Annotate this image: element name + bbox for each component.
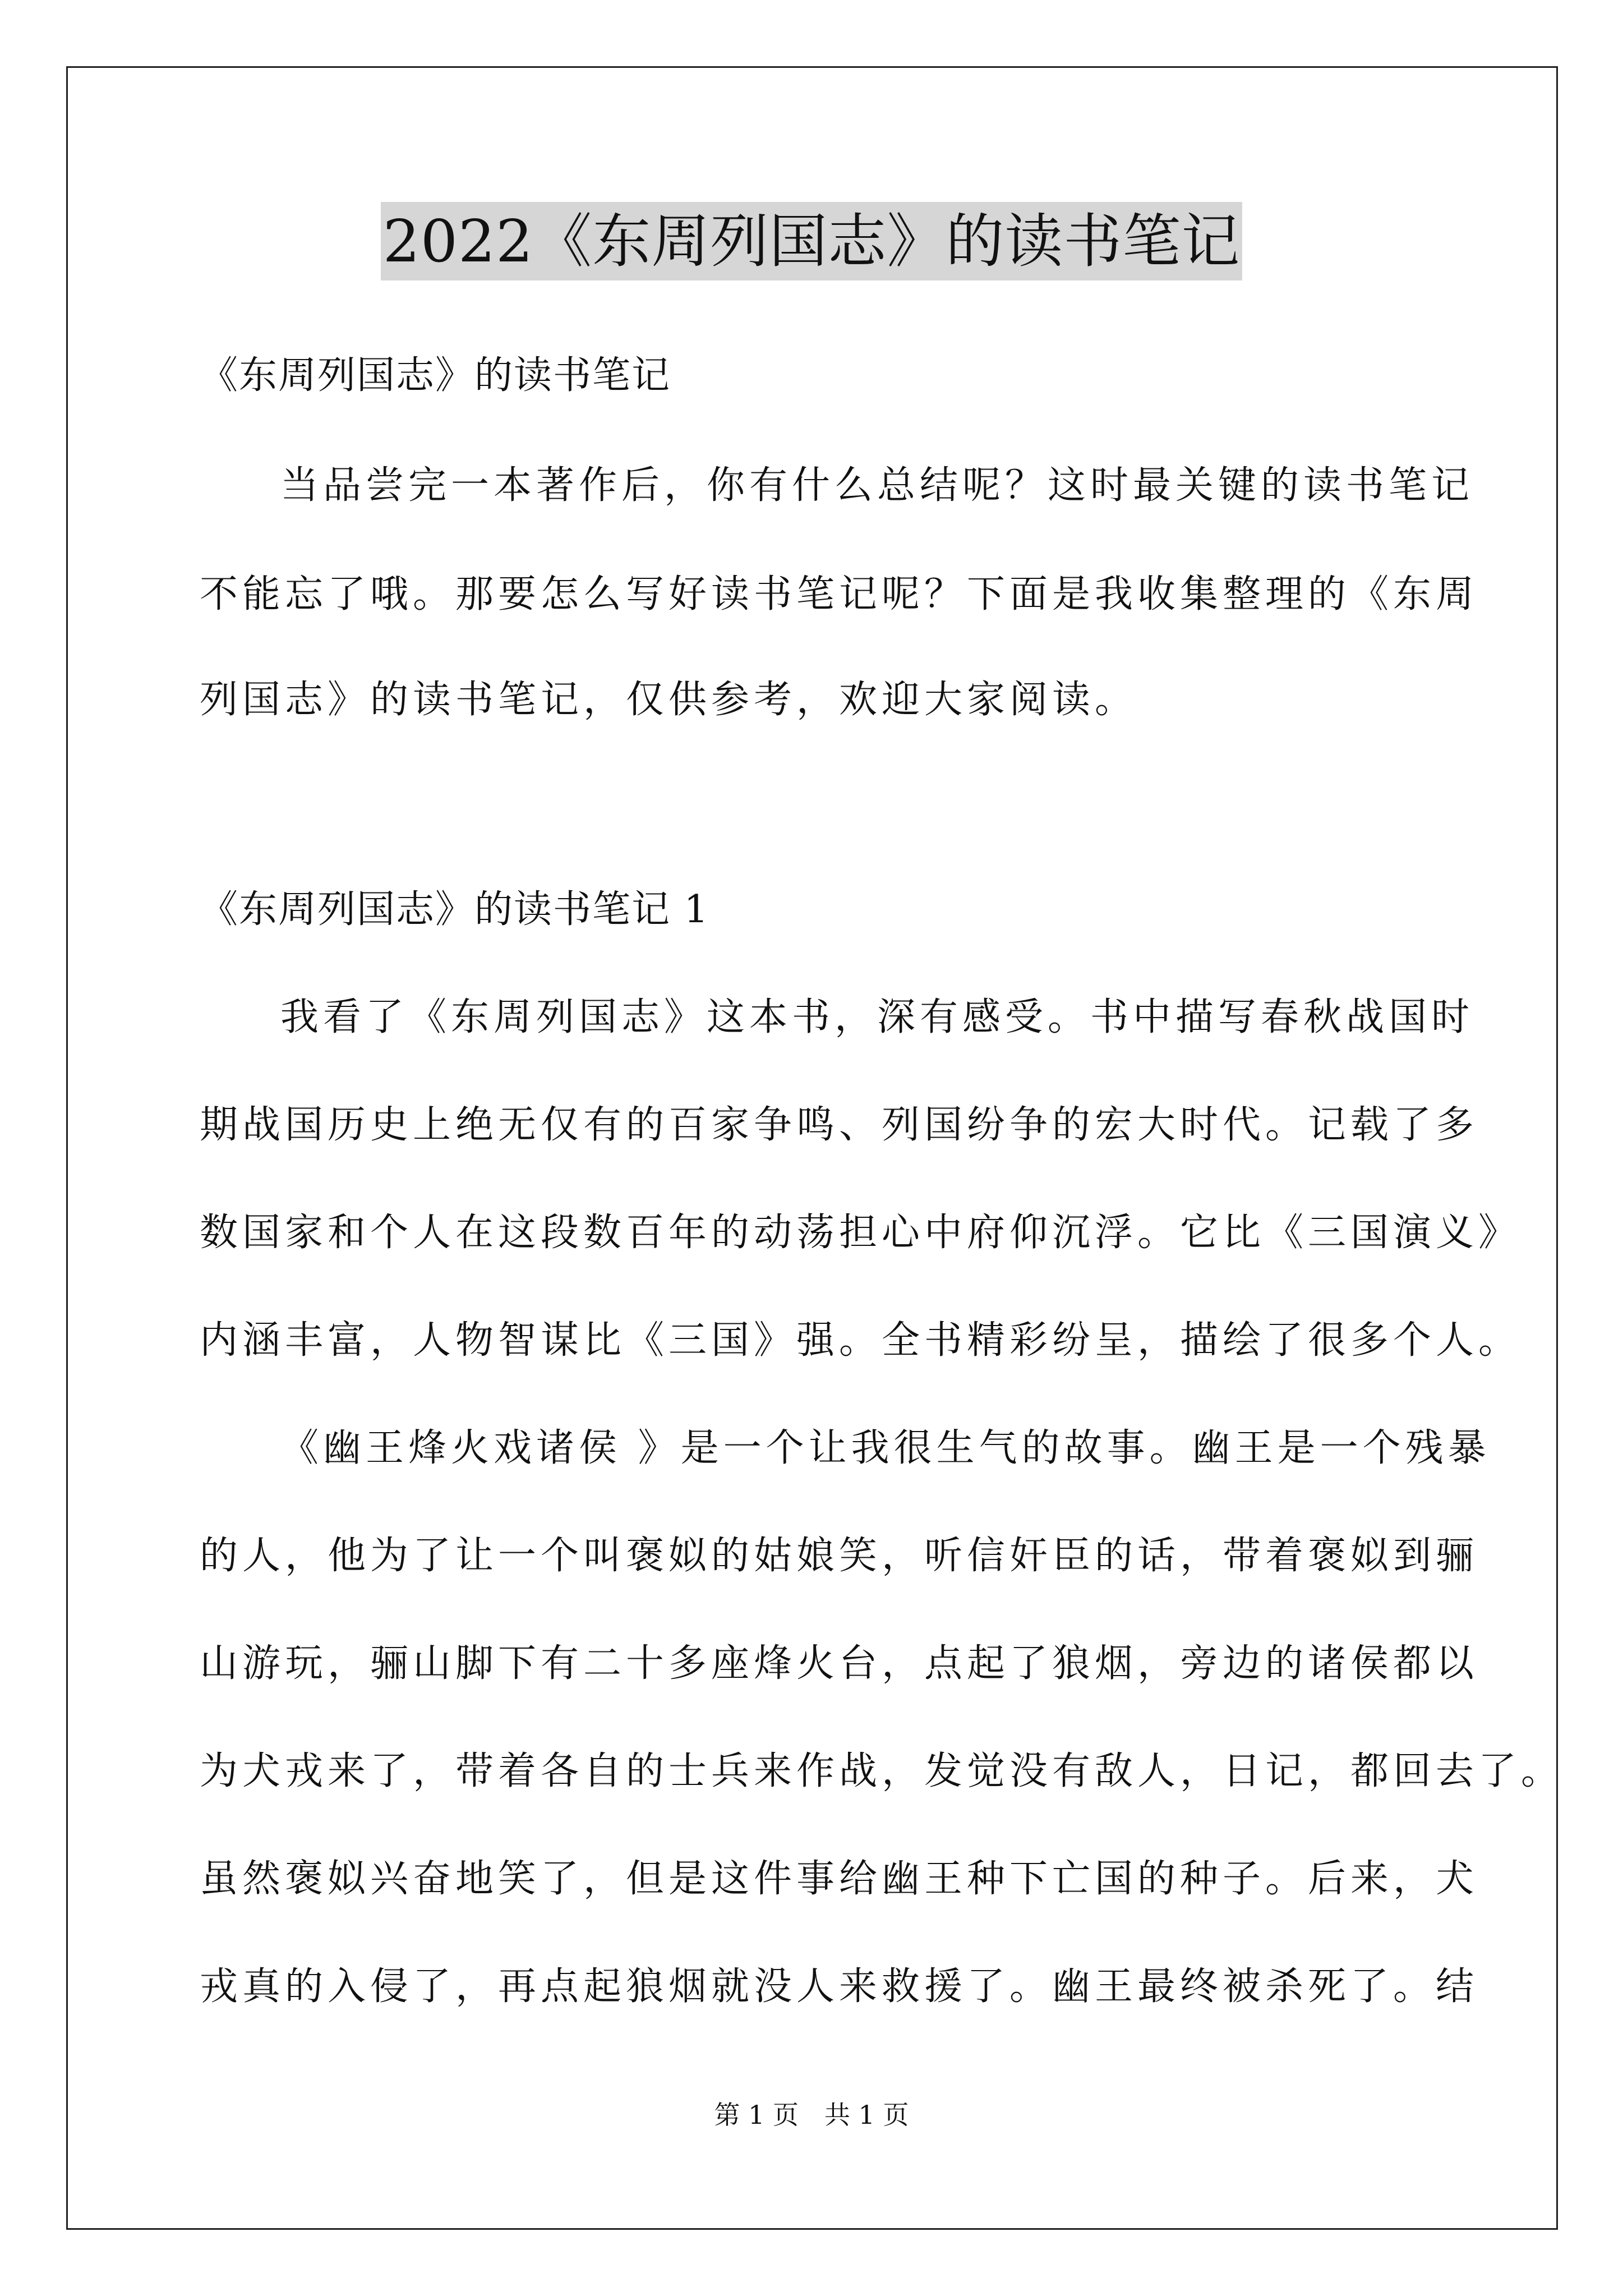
section1-para1-line-3: 数国家和个人在这段数百年的动荡担心中府仰沉浮。它比《三国演义》: [200, 1211, 1521, 1255]
section1-para2-line-4: 为犬戎来了，带着各自的士兵来作战，发觉没有敌人，日记，都回去了。: [200, 1749, 1564, 1793]
section1-para2-line-2: 的人，他为了让一个叫褒姒的姑娘笑，听信奸臣的话，带着褒姒到骊: [200, 1534, 1479, 1578]
section1-para2-line-5: 虽然褒姒兴奋地笑了，但是这件事给幽王种下亡国的种子。后来，犬: [200, 1857, 1479, 1901]
section1-para2-line-6: 戎真的入侵了，再点起狼烟就没人来救援了。幽王最终被杀死了。结: [200, 1964, 1479, 2009]
section1-para1-line-1: 我看了《东周列国志》这本书，深有感受。书中描写春秋战国时: [280, 995, 1474, 1039]
section1-para2-line-3: 山游玩，骊山脚下有二十多座烽火台，点起了狼烟，旁边的诸侯都以: [200, 1641, 1479, 1686]
section1-para1-line-4: 内涵丰富，人物智谋比《三国》强。全书精彩纷呈，描绘了很多个人。: [200, 1318, 1521, 1363]
intro-line-3: 列国志》的读书笔记，仅供参考，欢迎大家阅读。: [200, 678, 1138, 722]
section1-heading: 《东周列国志》的读书笔记 1: [200, 887, 709, 932]
title-container: [0, 202, 1623, 280]
page-footer: 第 1 页 共 1 页: [714, 2100, 909, 2130]
intro-heading: 《东周列国志》的读书笔记: [200, 353, 671, 398]
intro-line-1: 当品尝完一本著作后，你有什么总结呢？这时最关键的读书笔记: [280, 463, 1474, 508]
document-title: 2022《东周列国志》的读书笔记: [381, 202, 1243, 280]
section1-para1-line-2: 期战国历史上绝无仅有的百家争鸣、列国纷争的宏大时代。记载了多: [200, 1103, 1479, 1147]
intro-line-2: 不能忘了哦。那要怎么写好读书笔记呢？下面是我收集整理的《东周: [200, 572, 1479, 616]
section1-para2-line-1: 《幽王烽火戏诸侯 》是一个让我很生气的故事。幽王是一个残暴: [280, 1426, 1491, 1470]
